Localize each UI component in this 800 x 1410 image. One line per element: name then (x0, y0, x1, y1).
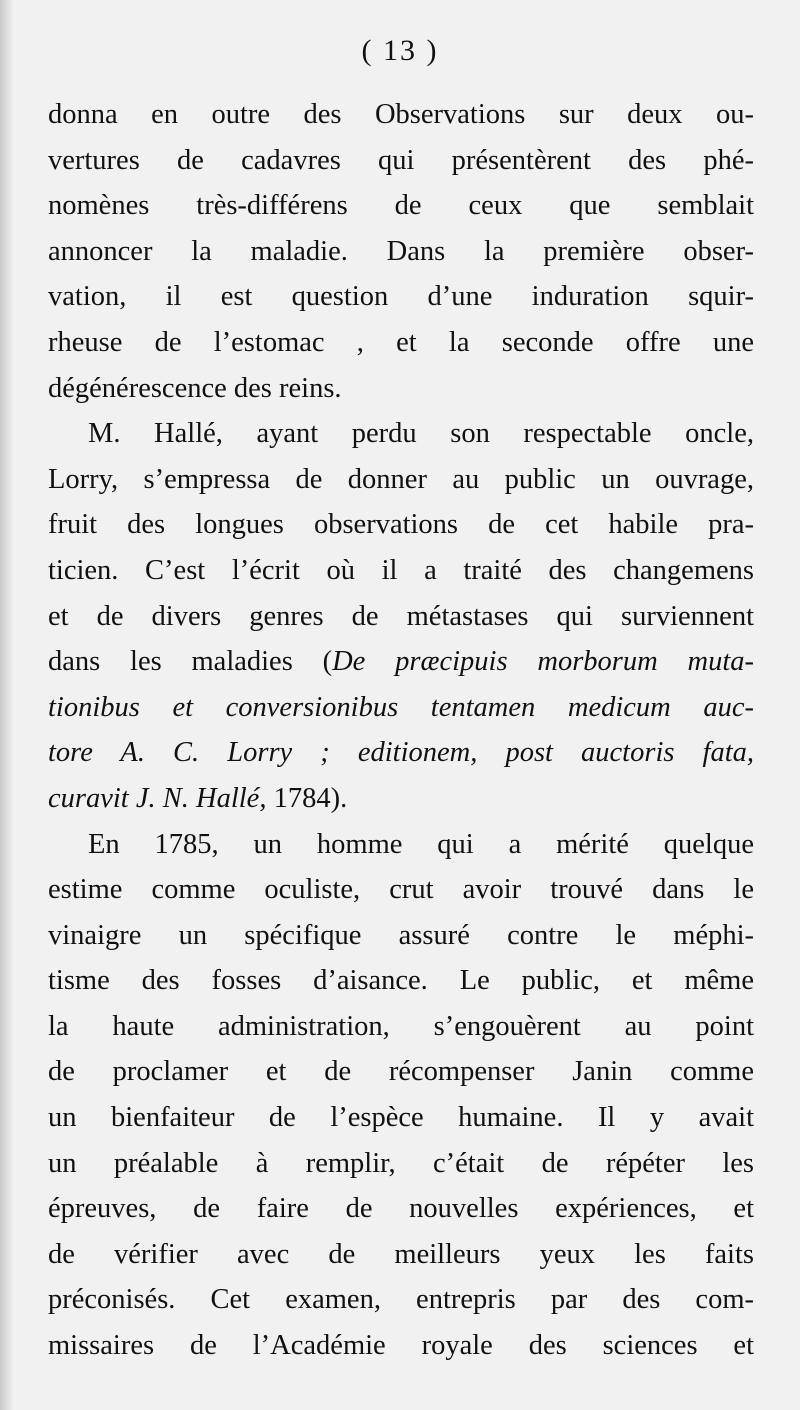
line-text: donna en outre des Observations sur deux ou- (48, 99, 754, 130)
body-text (48, 92, 754, 1369)
text-line (48, 913, 754, 959)
text-line (48, 229, 754, 275)
text-line (48, 776, 754, 822)
text-line (48, 366, 754, 412)
line-text: et de divers genres de métastases qui surviennent (48, 600, 754, 632)
line-text: vertures de cadavres qui présentèrent des phé- (48, 144, 754, 176)
line-text: dans les maladies ( (48, 646, 333, 678)
line-text: Lorry, s’empressa de donner au public un ouvrage, (48, 463, 754, 495)
text-line (48, 730, 754, 776)
line-text: épreuves, de faire de nouvelles expériences, et (48, 1193, 754, 1225)
line-text: un préalable à remplir, c’était de répéter les (48, 1147, 754, 1179)
text-line (48, 594, 754, 640)
line-text: ticien. C’est l’écrit où il a traité des changemens (48, 554, 754, 586)
italic-text: curavit J. N. Hallé, (48, 782, 267, 814)
text-line (48, 274, 754, 320)
line-text: tisme des fosses d’aisance. Le public, et même (48, 965, 754, 997)
text-line (48, 639, 754, 685)
text-line (48, 457, 754, 503)
line-text: fruit des longues observations de cet habile pra- (48, 509, 754, 541)
text-line (48, 92, 754, 138)
line-text: un bienfaiteur de l’espèce humaine. Il y avait (48, 1102, 754, 1134)
line-text: vation, il est question d’une induration squir- (48, 281, 754, 313)
text-line (48, 1277, 754, 1323)
line-text: la haute administration, s’engouèrent au point (48, 1010, 754, 1042)
text-line (48, 1323, 754, 1369)
text-line (48, 1186, 754, 1232)
text-line (48, 1004, 754, 1050)
text-line (48, 958, 754, 1004)
line-text: estime comme oculiste, crut avoir trouvé dans le (48, 874, 754, 906)
line-text: dégénérescence des reins. (48, 372, 342, 404)
italic-text: De præcipuis morborum muta- (332, 646, 754, 678)
text-line (48, 502, 754, 548)
italic-text: tionibus et conversionibus tentamen medicum auc- (48, 691, 754, 723)
text-line (48, 867, 754, 913)
line-text: En 1785, un homme qui a mérité quelque (88, 828, 754, 860)
text-line (48, 411, 754, 457)
text-line (48, 548, 754, 594)
line-text: M. Hallé, ayant perdu son respectable oncle, (88, 418, 754, 450)
line-text: préconisés. Cet examen, entrepris par des com- (48, 1284, 754, 1316)
text-line (48, 320, 754, 366)
line-text: annoncer la maladie. Dans la première obser- (48, 235, 754, 267)
line-text: nomènes très-différens de ceux que semblait (48, 190, 754, 222)
line-text: vinaigre un spécifique assuré contre le méphi- (48, 919, 754, 951)
line-text: rheuse de l’estomac , et la seconde offre une (48, 326, 754, 358)
text-line (48, 1232, 754, 1278)
line-text: de proclamer et de récompenser Janin comme (48, 1056, 754, 1088)
text-line (48, 183, 754, 229)
text-line (48, 1095, 754, 1141)
line-text: missaires de l’Académie royale des sciences et (48, 1330, 754, 1362)
text-line (48, 1141, 754, 1187)
text-line (48, 138, 754, 184)
line-text: de vérifier avec de meilleurs yeux les faits (48, 1238, 754, 1270)
italic-text: tore A. C. Lorry ; editionem, post auctoris fata, (48, 737, 754, 769)
page-number: ( 13 ) (361, 34, 439, 67)
text-line (48, 685, 754, 731)
line-text: 1784). (266, 782, 348, 814)
text-line (48, 1049, 754, 1095)
text-line (48, 822, 754, 868)
